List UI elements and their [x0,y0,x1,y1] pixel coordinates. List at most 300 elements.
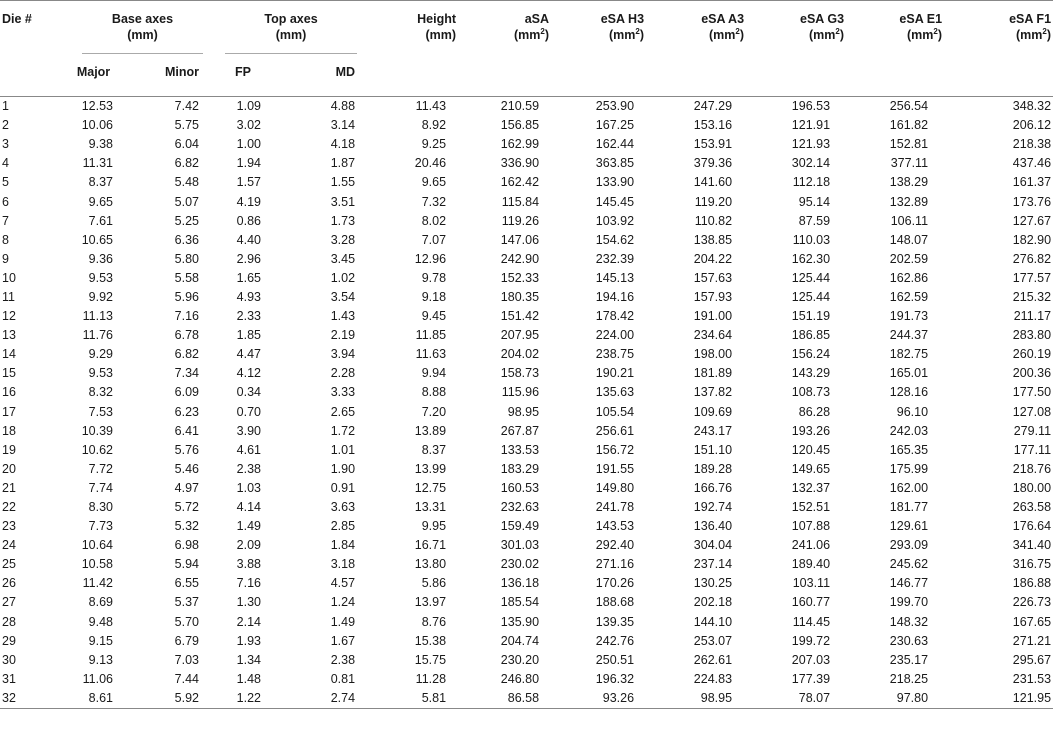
cell-esa-g3: 152.51 [791,500,831,515]
cell-height: 15.38 [414,633,447,648]
cell-esa-e1: 146.77 [889,576,929,591]
cell-esa-e1: 162.86 [889,270,929,285]
cell-md: 1.87 [330,156,356,171]
cell-esa-f1: 186.88 [1012,576,1052,591]
cell-esa-g3: 177.39 [791,671,831,686]
header-base-axes-title: Base axes [111,12,174,26]
cell-fp: 1.00 [236,137,262,152]
cell-md: 3.54 [330,289,356,304]
cell-esa-a3: 262.61 [693,652,733,667]
cell-esa-f1: 200.36 [1012,366,1052,381]
header-esa-a3-title: eSA A3 [701,12,745,26]
cell-esa-f1: 177.50 [1012,385,1052,400]
cell-asa: 180.35 [500,289,540,304]
cell-height: 7.07 [421,232,447,247]
cell-esa-h3: 143.53 [595,519,635,534]
cell-die: 7 [2,213,9,228]
cell-esa-g3: 143.29 [791,366,831,381]
cell-esa-e1: 218.25 [889,671,929,686]
cell-esa-f1: 218.38 [1012,137,1052,152]
cell-major: 11.76 [82,328,113,343]
cell-esa-a3: 166.76 [693,480,733,495]
cell-esa-a3: 191.00 [693,309,733,324]
cell-minor: 6.36 [174,232,200,247]
cell-esa-h3: 196.32 [595,671,635,686]
cell-esa-h3: 190.21 [595,366,635,381]
cell-esa-e1: 128.16 [889,385,929,400]
cell-major: 9.36 [88,251,113,266]
cell-md: 1.01 [330,442,356,457]
cell-minor: 6.41 [174,423,200,438]
header-spacer [458,54,551,97]
cell-asa: 232.63 [500,500,540,515]
cell-fp: 1.93 [236,633,262,648]
cell-fp: 4.19 [236,194,262,209]
cell-md: 1.24 [330,595,356,610]
cell-esa-f1: 341.40 [1012,538,1052,553]
cell-md: 1.67 [330,633,356,648]
cell-fp: 4.12 [236,366,262,381]
cell-asa: 147.06 [500,232,540,247]
cell-esa-e1: 182.75 [889,347,929,362]
cell-esa-a3: 247.29 [693,99,733,114]
cell-esa-h3: 271.16 [595,557,635,572]
cell-esa-e1: 129.61 [889,519,929,534]
cell-major: 9.92 [88,289,113,304]
cell-asa: 86.58 [458,689,551,709]
cell-minor: 7.34 [174,366,200,381]
header-height-unit: (mm) [425,28,457,42]
cell-asa: 136.18 [500,576,540,591]
cell-esa-g3: 120.45 [791,442,831,457]
header-major: Major [62,54,125,97]
cell-asa: 115.96 [501,385,540,400]
cell-esa-f1: 260.19 [1012,347,1052,362]
cell-major: 10.58 [81,557,113,572]
cell-md: 1.73 [330,213,356,228]
cell-major: 8.69 [88,595,113,610]
cell-esa-e1: 244.37 [889,328,929,343]
cell-asa: 230.20 [500,652,540,667]
cell-esa-f1: 127.08 [1012,404,1052,419]
cell-fp: 7.16 [236,576,262,591]
cell-esa-f1: 263.58 [1012,500,1052,515]
cell-esa-h3: 139.35 [595,614,635,629]
cell-minor: 6.82 [174,156,200,171]
cell-esa-g3: 107.88 [791,519,831,534]
table-row [0,231,1053,250]
cell-height: 8.76 [421,614,447,629]
cell-die: 23 [2,519,16,534]
cell-minor: 5.92 [125,689,213,709]
cell-height: 13.97 [414,595,447,610]
cell-esa-g3: 121.91 [791,118,831,133]
table-row [0,116,1053,135]
cell-die: 25 [2,557,16,572]
cell-esa-f1: 231.53 [1012,671,1052,686]
table-row [0,307,1053,326]
cell-esa-f1: 180.00 [1012,480,1052,495]
cell-major: 10.65 [81,232,113,247]
cell-major: 7.74 [88,480,113,495]
cell-esa-g3: 162.30 [791,251,831,266]
cell-height: 5.86 [421,576,447,591]
cell-esa-f1: 177.11 [1013,442,1052,457]
cell-major: 11.13 [82,309,113,324]
cell-esa-e1: 181.77 [889,500,929,515]
cell-minor: 5.72 [174,500,200,515]
cell-esa-g3: 103.11 [792,576,831,591]
cell-esa-e1: 162.00 [889,480,929,495]
cell-esa-h3: 232.39 [595,251,635,266]
cell-major: 10.39 [81,423,113,438]
cell-height: 9.65 [421,175,447,190]
cell-esa-e1: 235.17 [889,652,929,667]
cell-esa-e1: 165.35 [889,442,929,457]
table-row [0,173,1053,192]
cell-md: 3.14 [330,118,356,133]
cell-esa-h3: 154.62 [595,232,635,247]
header-spacer [944,54,1053,97]
cell-esa-a3: 153.16 [693,118,733,133]
cell-fp: 4.61 [236,442,262,457]
cell-minor: 7.44 [174,671,200,686]
cell-minor: 5.48 [174,175,200,190]
cell-height: 8.02 [421,213,447,228]
cell-asa: 160.53 [500,480,540,495]
cell-esa-f1: 177.57 [1012,270,1052,285]
cell-esa-g3: 196.53 [791,99,831,114]
cell-esa-h3: 188.68 [595,595,635,610]
cell-md: 1.90 [330,461,356,476]
cell-esa-h3: 191.55 [595,461,635,476]
cell-esa-a3: 136.40 [693,519,733,534]
cell-esa-a3: 153.91 [693,137,733,152]
header-esa-g3 [746,1,846,55]
cell-esa-e1: 96.10 [896,404,929,419]
cell-md: 1.72 [330,423,356,438]
cell-die: 8 [2,232,9,247]
cell-asa: 207.95 [500,328,540,343]
table-row [0,460,1053,479]
cell-esa-h3: 224.00 [595,328,635,343]
table-row [0,441,1053,460]
cell-esa-h3: 363.85 [595,156,635,171]
table-row [0,422,1053,441]
cell-md: 3.51 [330,194,356,209]
cell-minor: 7.16 [174,309,200,324]
cell-major: 8.37 [88,175,113,190]
table-row [0,593,1053,612]
cell-esa-h3: 253.90 [595,99,635,114]
cell-esa-g3: 241.06 [791,538,831,553]
table-row [0,479,1053,498]
cell-minor: 6.09 [174,385,200,400]
cell-height: 5.81 [365,689,458,709]
cell-die: 6 [2,194,9,209]
cell-major: 8.30 [88,500,113,515]
cell-esa-g3: 87.59 [798,213,831,228]
cell-minor: 5.94 [174,557,200,572]
cell-md: 2.19 [330,328,356,343]
header-base-axes-unit: (mm) [127,28,158,42]
cell-esa-e1: 199.70 [889,595,929,610]
cell-major: 10.64 [81,538,113,553]
cell-esa-a3: 237.14 [693,557,733,572]
cell-esa-e1: 152.81 [889,137,929,152]
cell-die: 13 [2,328,16,343]
cell-md: 0.91 [330,480,356,495]
cell-fp: 1.30 [236,595,262,610]
cell-height: 8.88 [421,385,447,400]
cell-minor: 5.76 [174,442,200,457]
cell-md: 2.85 [330,519,356,534]
cell-minor: 5.70 [174,614,200,629]
cell-esa-f1: 161.37 [1012,175,1052,190]
cell-minor: 6.98 [174,538,200,553]
cell-die: 20 [2,461,16,476]
cell-esa-e1: 377.11 [890,156,929,171]
header-esa-f1-title: eSA F1 [1009,12,1052,26]
cell-esa-f1: 295.67 [1012,652,1052,667]
cell-esa-h3: 241.78 [595,500,635,515]
cell-die: 4 [2,156,9,171]
table-row [0,269,1053,288]
header-height [365,1,458,55]
cell-esa-g3: 86.28 [798,404,831,419]
cell-esa-e1: 230.63 [889,633,929,648]
cell-minor: 5.96 [174,289,200,304]
cell-esa-g3: 78.07 [746,689,846,709]
cell-md: 1.43 [330,309,356,324]
cell-height: 9.94 [421,366,447,381]
cell-die: 24 [2,538,16,553]
cell-esa-e1: 245.62 [889,557,929,572]
cell-esa-g3: 125.44 [791,270,831,285]
cell-height: 9.78 [421,270,447,285]
cell-die: 1 [2,99,9,114]
header-asa-title: aSA [524,12,550,26]
header-esa-h3 [551,1,646,55]
header-minor: Minor [125,54,213,97]
cell-asa: 162.42 [500,175,540,190]
header-esa-e1-title: eSA E1 [899,12,943,26]
cell-height: 13.99 [414,461,447,476]
cell-esa-f1: 226.73 [1012,595,1052,610]
header-die: Die # [0,1,62,55]
cell-esa-e1: 148.07 [889,232,929,247]
cell-asa: 98.95 [507,404,540,419]
cell-esa-a3: 379.36 [693,156,733,171]
cell-die: 29 [2,633,16,648]
cell-esa-g3: 186.85 [791,328,831,343]
cell-md: 1.49 [330,614,356,629]
cell-die: 26 [2,576,16,591]
cell-md: 3.33 [330,385,356,400]
cell-esa-e1: 97.80 [846,689,944,709]
cell-md: 1.02 [330,270,356,285]
cell-die: 22 [2,500,16,515]
cell-major: 7.53 [88,404,113,419]
cell-die: 12 [2,309,16,324]
cell-esa-g3: 302.14 [791,156,831,171]
cell-esa-h3: 256.61 [595,423,635,438]
cell-asa: 152.33 [500,270,540,285]
cell-asa: 230.02 [500,557,540,572]
cell-esa-e1: 175.99 [889,461,929,476]
cell-fp: 1.09 [236,99,262,114]
cell-fp: 1.03 [236,480,262,495]
cell-fp: 1.34 [236,652,262,667]
table-row [0,517,1053,536]
cell-esa-a3: 204.22 [693,251,733,266]
cell-asa: 162.99 [500,137,540,152]
cell-fp: 4.40 [236,232,262,247]
table-row [0,288,1053,307]
header-esa-a3-unit: $(mm^2)$ [709,27,745,42]
cell-esa-a3: 181.89 [693,366,733,381]
cell-height: 11.85 [415,328,447,343]
cell-esa-f1: 121.95 [944,689,1053,709]
header-fp: FP [213,54,273,97]
cell-esa-h3: 149.80 [595,480,635,495]
cell-die: 16 [2,385,16,400]
cell-esa-h3: 133.90 [595,175,635,190]
cell-fp: 0.70 [236,404,262,419]
cell-esa-h3: 162.44 [595,137,635,152]
header-spacer [646,54,746,97]
cell-esa-f1: 279.11 [1013,423,1052,438]
cell-die: 14 [2,347,16,362]
cell-md: 2.65 [330,404,356,419]
cell-height: 7.20 [421,404,447,419]
cell-md: 3.63 [330,500,356,515]
cell-major: 7.61 [88,213,113,228]
table-row [0,250,1053,269]
cell-height: 13.89 [414,423,447,438]
cell-esa-e1: 293.09 [889,538,929,553]
cell-esa-g3: 95.14 [798,194,831,209]
cell-esa-a3: 189.28 [693,461,733,476]
cell-major: 9.29 [88,347,113,362]
cell-esa-g3: 125.44 [791,289,831,304]
cell-minor: 5.32 [174,519,200,534]
cell-asa: 151.42 [500,309,540,324]
cell-height: 11.28 [415,671,447,686]
cell-die: 9 [2,251,9,266]
cell-height: 7.32 [421,194,447,209]
cell-fp: 1.57 [236,175,262,190]
cell-esa-h3: 238.75 [595,347,635,362]
header-spacer [551,54,646,97]
cell-esa-h3: 156.72 [595,442,635,457]
cell-fp: 1.48 [236,671,262,686]
table-row [0,403,1053,422]
cell-major: 8.32 [88,385,113,400]
cell-major: 7.72 [88,461,113,476]
header-spacer [746,54,846,97]
header-md: MD [273,54,365,97]
cell-major: 11.31 [82,156,113,171]
cell-esa-h3: 292.40 [595,538,635,553]
table-row [0,651,1053,670]
header-height-title: Height [417,12,457,26]
cell-esa-g3: 114.45 [792,614,831,629]
table-row [0,689,1053,709]
cell-md: 2.74 [273,689,365,709]
cell-minor: 6.55 [174,576,200,591]
cell-die: 5 [2,175,9,190]
cell-die: 15 [2,366,16,381]
cell-minor: 6.23 [174,404,200,419]
cell-major: 8.61 [62,689,125,709]
header-esa-g3-title: eSA G3 [800,12,845,26]
cell-esa-g3: 189.40 [791,557,831,572]
cell-die: 11 [2,289,15,304]
table-row [0,212,1053,231]
cell-esa-e1: 256.54 [889,99,929,114]
cell-esa-f1: 276.82 [1012,251,1052,266]
cell-md: 3.94 [330,347,356,362]
cell-asa: 135.90 [500,614,540,629]
cell-esa-h3: 167.25 [595,118,635,133]
cell-md: 3.45 [330,251,356,266]
cell-fp: 3.88 [236,557,262,572]
cell-asa: 204.74 [500,633,540,648]
cell-esa-h3: 135.63 [595,385,635,400]
cell-esa-h3: 170.26 [595,576,635,591]
table-row [0,670,1053,689]
cell-esa-a3: 119.20 [694,194,733,209]
cell-md: 1.84 [330,538,356,553]
cell-minor: 6.82 [174,347,200,362]
cell-esa-a3: 151.10 [693,442,733,457]
cell-asa: 115.84 [501,194,540,209]
cell-die: 27 [2,595,16,610]
cell-height: 12.75 [414,480,447,495]
cell-esa-a3: 202.18 [693,595,733,610]
cell-die: 2 [2,118,9,133]
cell-asa: 183.29 [500,461,540,476]
cell-esa-g3: 149.65 [791,461,831,476]
cell-die: 31 [2,671,16,686]
cell-esa-a3: 157.93 [693,289,733,304]
cell-fp: 1.49 [236,519,262,534]
table-row [0,154,1053,173]
cell-esa-g3: 160.77 [791,595,831,610]
cell-esa-f1: 316.75 [1012,557,1052,572]
header-esa-h3-unit: $(mm^2)$ [609,27,645,42]
table-row [0,135,1053,154]
cell-fp: 1.22 [213,689,273,709]
table-row [0,632,1053,651]
cell-height: 8.92 [421,118,447,133]
cell-height: 20.46 [414,156,447,171]
cell-md: 2.38 [330,652,356,667]
cell-md: 3.18 [330,557,356,572]
cell-esa-g3: 199.72 [791,633,831,648]
cell-esa-a3: 198.00 [693,347,733,362]
cell-height: 16.71 [414,538,447,553]
cell-minor: 5.37 [174,595,200,610]
cell-minor: 5.58 [174,270,200,285]
cell-fp: 2.14 [236,614,262,629]
cell-minor: 5.07 [174,194,200,209]
cell-asa: 267.87 [500,423,540,438]
cell-major: 11.42 [82,576,113,591]
cell-die: 30 [2,652,16,667]
cell-esa-g3: 193.26 [791,423,831,438]
